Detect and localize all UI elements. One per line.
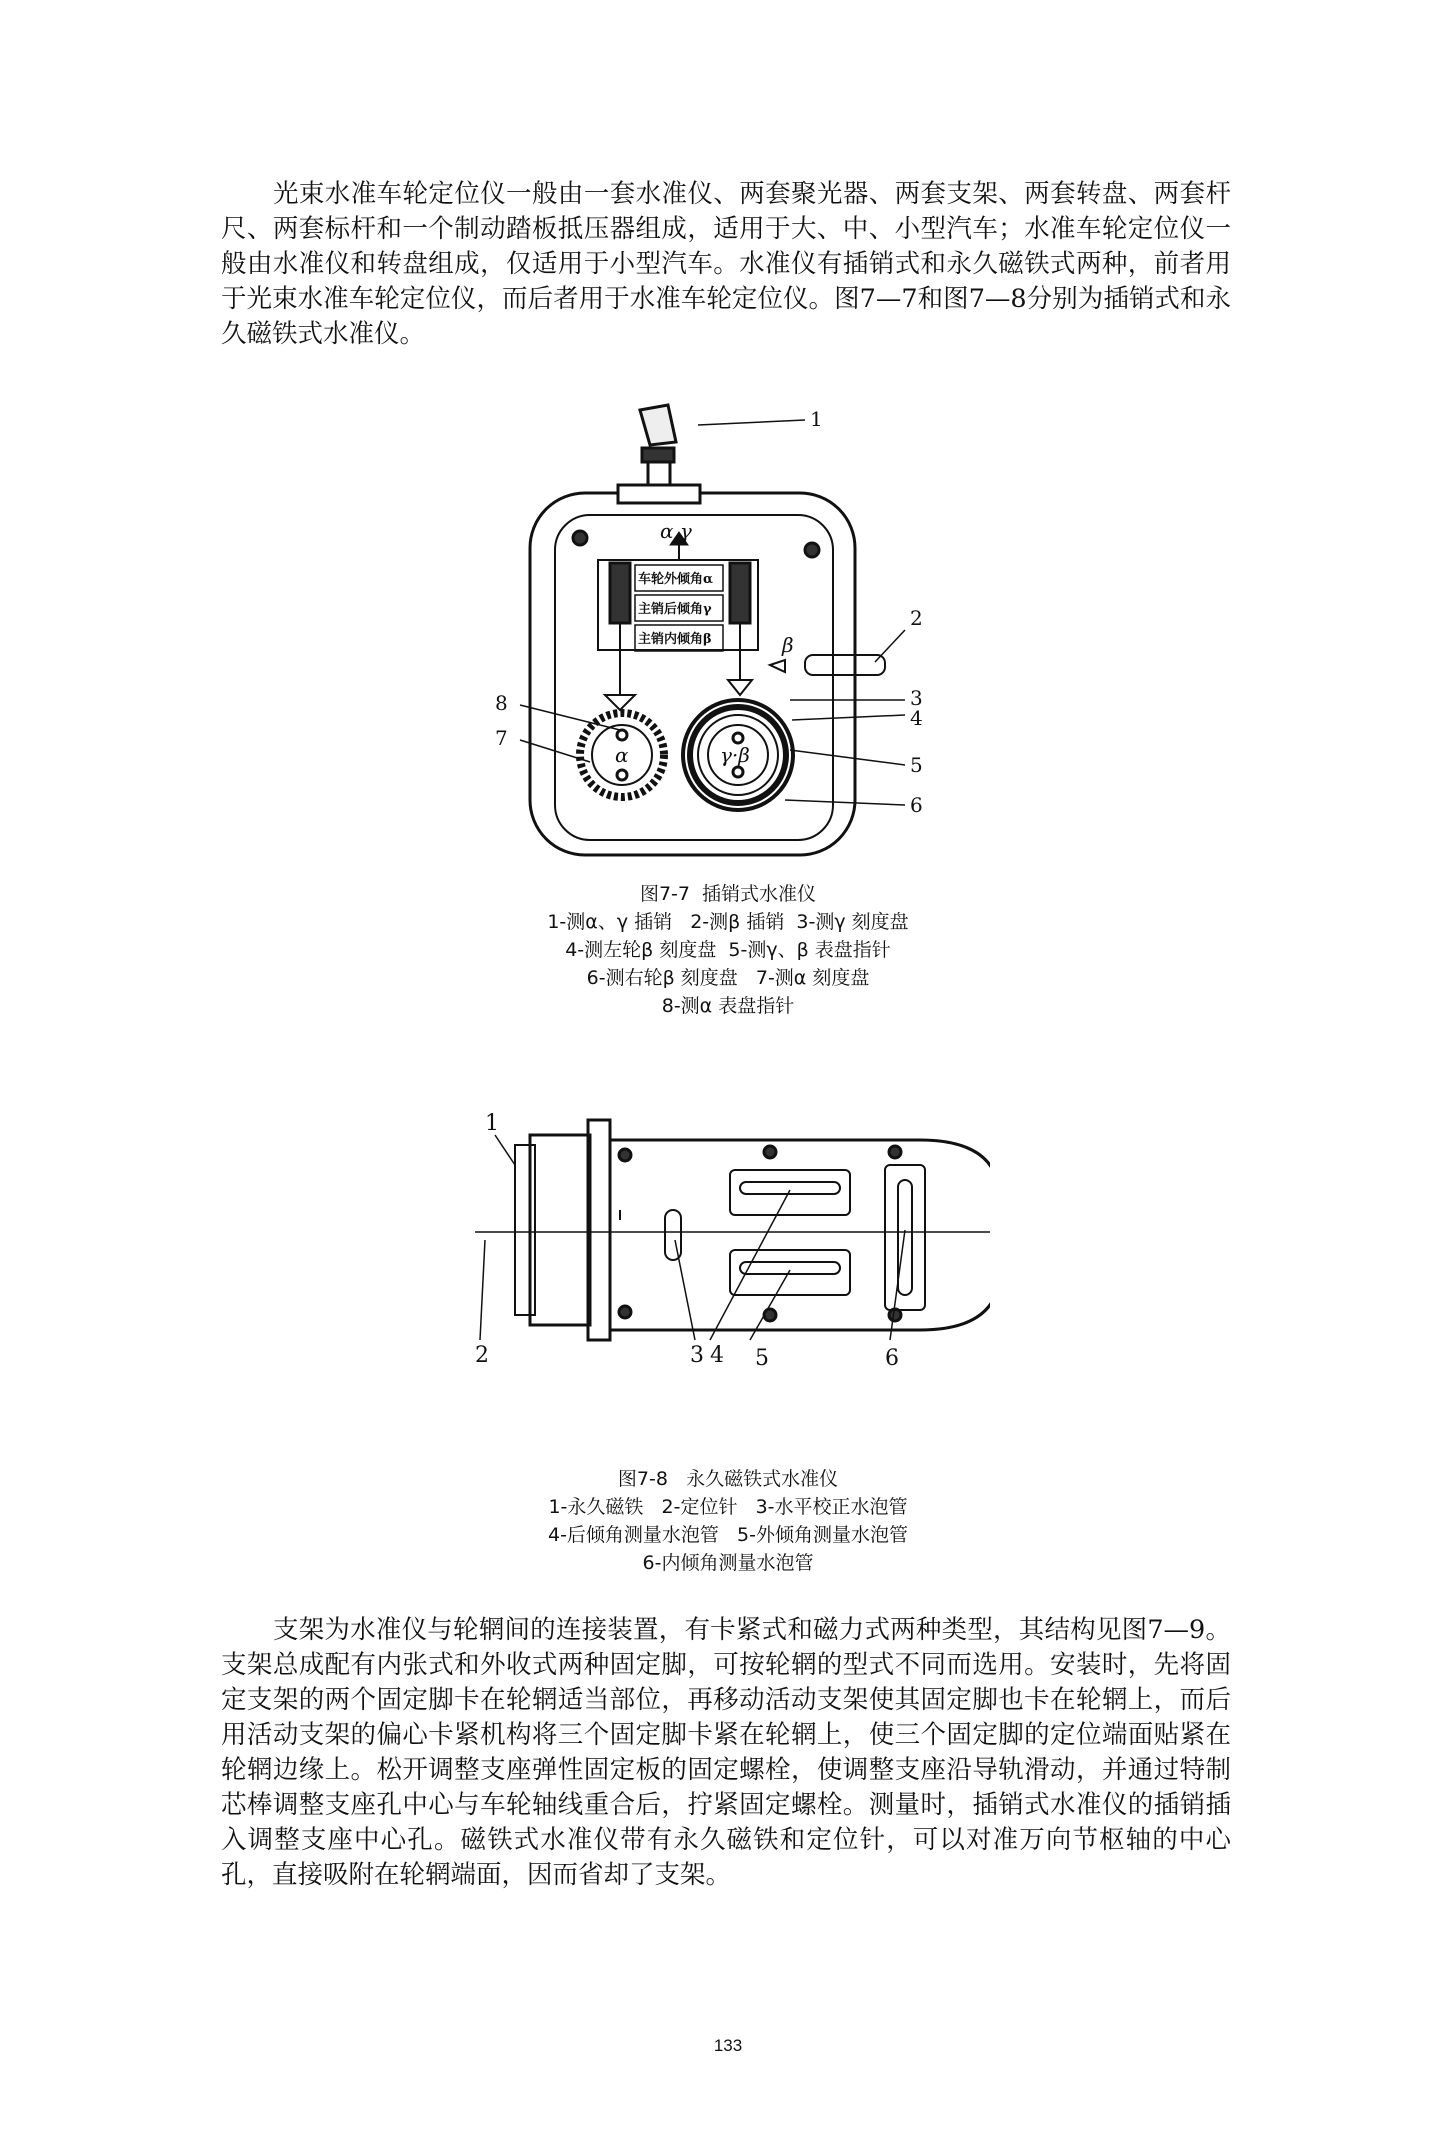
figure-7-7-caption [0,880,1456,1020]
caption-line: 1-测α、γ 插销 2-测β 插销 3-测γ 刻度盘 [547,911,909,933]
caption-line: 6-测右轮β 刻度盘 7-测α 刻度盘 [586,967,870,989]
figure-7-8-caption [0,1465,1456,1577]
caption-line: 4-后倾角测量水泡管 5-外倾角测量水泡管 [547,1524,908,1546]
callout-4: 4 [710,1343,724,1368]
label-camber: 车轮外倾角α [638,572,714,587]
beta-symbol: β [782,633,794,657]
top-symbols: α γ [660,519,692,543]
page-number: 133 [713,2036,743,2055]
callout-2: 2 [475,1343,489,1368]
caption-title: 图7-7 插销式水准仪 [639,883,817,905]
label-caster: 主销后倾角γ [638,602,712,617]
callout-2: 2 [910,606,923,630]
callout-3: 3 [910,686,923,710]
callout-5: 5 [910,753,923,777]
bracket-paragraph: 支架为水准仪与轮辋间的连接装置，有卡紧式和磁力式两种类型，其结构见图7—9。支架总成配有内张式和外收式两种固定脚，可按轮辋的型式不同而选用。安装时，先将固定支架的两个固定脚卡在轮辋适当部位，再移动活动支架使其固定脚也卡在轮辋上，而后用活动支架的偏心卡紧机构将三个固定脚卡紧在轮辋上，使三个固定脚的定位端面贴紧在轮辋边缘上。松开调整支座弹性固定板的固定螺栓，使调整支座沿导轨滑动，并通过特制芯棒调整支座孔中心与车轮轴线重合后，拧紧固定螺栓。测量时，插销式水准仪的插销插入调整支座中心孔。磁铁式水准仪带有永久磁铁和定位针，可以对准万向节枢轴的中心孔，直接吸附在轮辋端面，因而省却了支架。 [221,1615,1231,1890]
callout-3: 3 [690,1343,704,1368]
callout-7: 7 [495,726,508,750]
caption-line: 8-测α 表盘指针 [661,995,795,1017]
callout-6: 6 [910,793,923,817]
caption-line: 1-永久磁铁 2-定位针 3-水平校正水泡管 [548,1496,908,1518]
label-kingpin: 主销内倾角β [638,632,712,647]
dial-gamma-beta: γ·β [720,743,750,767]
figure-7-8-magnetic-level [470,1100,990,1400]
figure-7-7-plug-level [470,400,990,870]
callout-6: 6 [885,1346,899,1371]
caption-line: 6-内倾角测量水泡管 [642,1552,814,1574]
callout-8: 8 [495,691,508,715]
callout-1: 1 [485,1111,499,1136]
caption-title: 图7-8 永久磁铁式水准仪 [617,1468,839,1490]
caption-line: 4-测左轮β 刻度盘 5-测γ、β 表盘指针 [565,939,891,961]
callout-4: 4 [910,706,923,730]
callout-1: 1 [810,407,823,431]
intro-paragraph: 光束水准车轮定位仪一般由一套水准仪、两套聚光器、两套支架、两套转盘、两套杆尺、两套标杆和一个制动踏板抵压器组成，适用于大、中、小型汽车；水准车轮定位仪一般由水准仪和转盘组成，仅适用于小型汽车。水准仪有插销式和永久磁铁式两种，前者用于光束水准车轮定位仪，而后者用于水准车轮定位仪。图7—7和图7—8分别为插销式和永久磁铁式水准仪。 [221,179,1231,349]
dial-alpha: α [615,743,629,767]
callout-5: 5 [755,1346,769,1371]
